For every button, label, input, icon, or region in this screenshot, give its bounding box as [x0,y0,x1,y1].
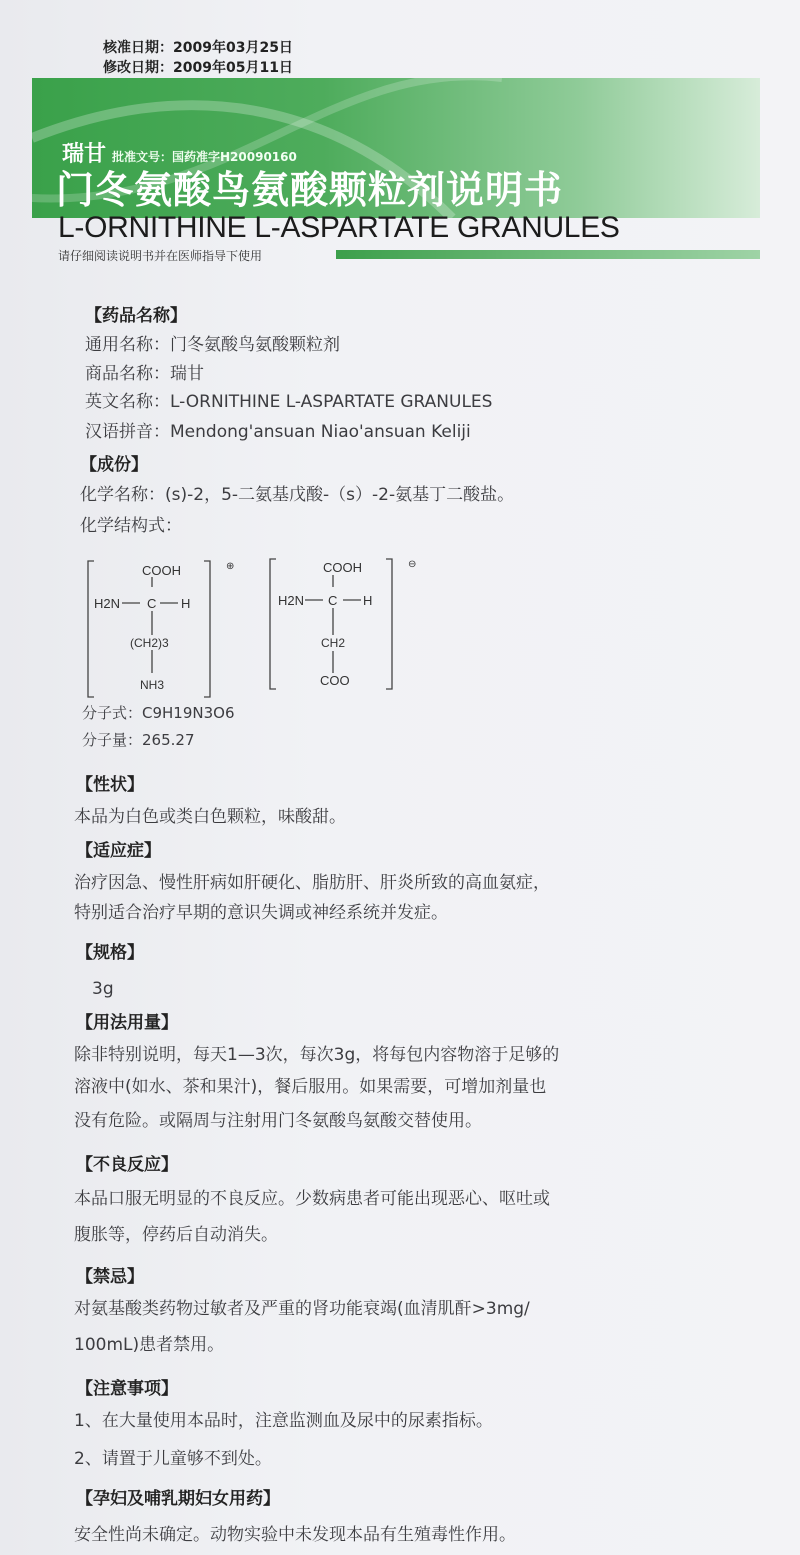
section-text-pregnancy: 安全性尚未确定。动物实验中未发现本品有生殖毒性作用。 [74,1525,516,1545]
section-heading: 【药品名称】 [85,306,187,326]
section-heading-dosage: 【用法用量】 [76,1013,178,1033]
structure-label: 化学结构式： [80,516,182,536]
section-heading-appearance: 【性状】 [76,775,144,795]
anion-right: H [363,593,373,608]
section-text-indications: 治疗因急、慢性肝病如肝硬化、脂肪肝、肝炎所致的高血氨症， [74,873,550,893]
green-divider [336,250,760,259]
revision-date: 修改日期：2009年05月11日 [103,60,293,76]
approval-date: 核准日期：2009年03月25日 [103,40,293,56]
cation-center: C [147,596,157,611]
section-text-spec: 3g [92,979,114,999]
chemical-name: 化学名称：(s)-2，5-二氨基戊酸-（s）-2-氨基丁二酸盐。 [80,485,515,505]
section-text-contra: 100mL)患者禁用。 [74,1335,225,1355]
section-text-appearance: 本品为白色或类白色颗粒，味酸甜。 [74,807,346,827]
formula-label: 分子式： [82,704,143,722]
section-heading-precautions: 【注意事项】 [76,1379,178,1399]
section-text-dosage: 溶液中(如水、茶和果汁)，餐后服用。如果需要，可增加剂量也 [74,1077,547,1097]
section-heading: 【成份】 [80,455,148,475]
brand-name: 瑞甘 [62,142,107,167]
cation-chain: (CH2)3 [130,636,169,650]
english-name: 英文名称：L-ORNITHINE L-ASPARTATE GRANULES [85,392,493,412]
molecular-formula [82,704,235,722]
section-text-adverse: 本品口服无明显的不良反应。少数病患者可能出现恶心、呕吐或 [74,1189,550,1209]
section-text-precautions: 2、请置于儿童够不到处。 [74,1449,272,1469]
anion-center: C [328,593,338,608]
section-heading-indications: 【适应症】 [76,841,161,861]
cation-top: COOH [142,563,181,578]
section-heading-pregnancy: 【孕妇及哺乳期妇女用药】 [76,1489,280,1509]
anion-charge: ⊖ [408,559,417,570]
title-cn: 门冬氨酸鸟氨酸颗粒剂说明书 [56,168,564,212]
anion-left: H2N [278,593,305,608]
section-text-dosage: 除非特别说明，每天1—3次，每次3g，将每包内容物溶于足够的 [74,1045,560,1065]
trade-name: 商品名称：瑞甘 [85,364,204,384]
section-heading-contra: 【禁忌】 [76,1267,144,1287]
cation-bottom: NH3 [140,678,165,692]
section-text-dosage: 没有危险。或隔周与注射用门冬氨酸鸟氨酸交替使用。 [74,1111,482,1131]
anion-chain: CH2 [321,636,346,650]
section-text-adverse: 腹胀等，停药后自动消失。 [74,1225,278,1245]
section-heading-spec: 【规格】 [76,943,144,963]
anion-top: COOH [323,560,362,575]
section-text-indications: 特别适合治疗早期的意识失调或神经系统并发症。 [74,903,448,923]
cation-charge: ⊕ [226,561,235,572]
generic-name: 通用名称：门冬氨酸鸟氨酸颗粒剂 [85,335,340,355]
anion-bottom: COO [320,673,350,688]
title-en: L-ORNITHINE L-ASPARTATE GRANULES [58,211,620,244]
pinyin-name: 汉语拼音：Mendong'ansuan Niao'ansuan Keliji [85,422,471,442]
chemical-structure [80,555,440,705]
usage-notice: 请仔细阅读说明书并在医师指导下使用 [58,249,263,263]
approval-number: 批准文号：国药准字H20090160 [112,150,297,164]
section-text-contra: 对氨基酸类药物过敏者及严重的肾功能衰竭(血清肌酐>3mg/ [74,1299,530,1319]
formula-value: C9H19N3O6 [142,704,235,722]
section-text-precautions: 1、在大量使用本品时，注意监测血及尿中的尿素指标。 [74,1411,493,1431]
molecular-weight: 分子量：265.27 [82,731,195,749]
section-heading-adverse: 【不良反应】 [76,1155,178,1175]
cation-left: H2N [94,596,121,611]
cation-right: H [181,596,191,611]
